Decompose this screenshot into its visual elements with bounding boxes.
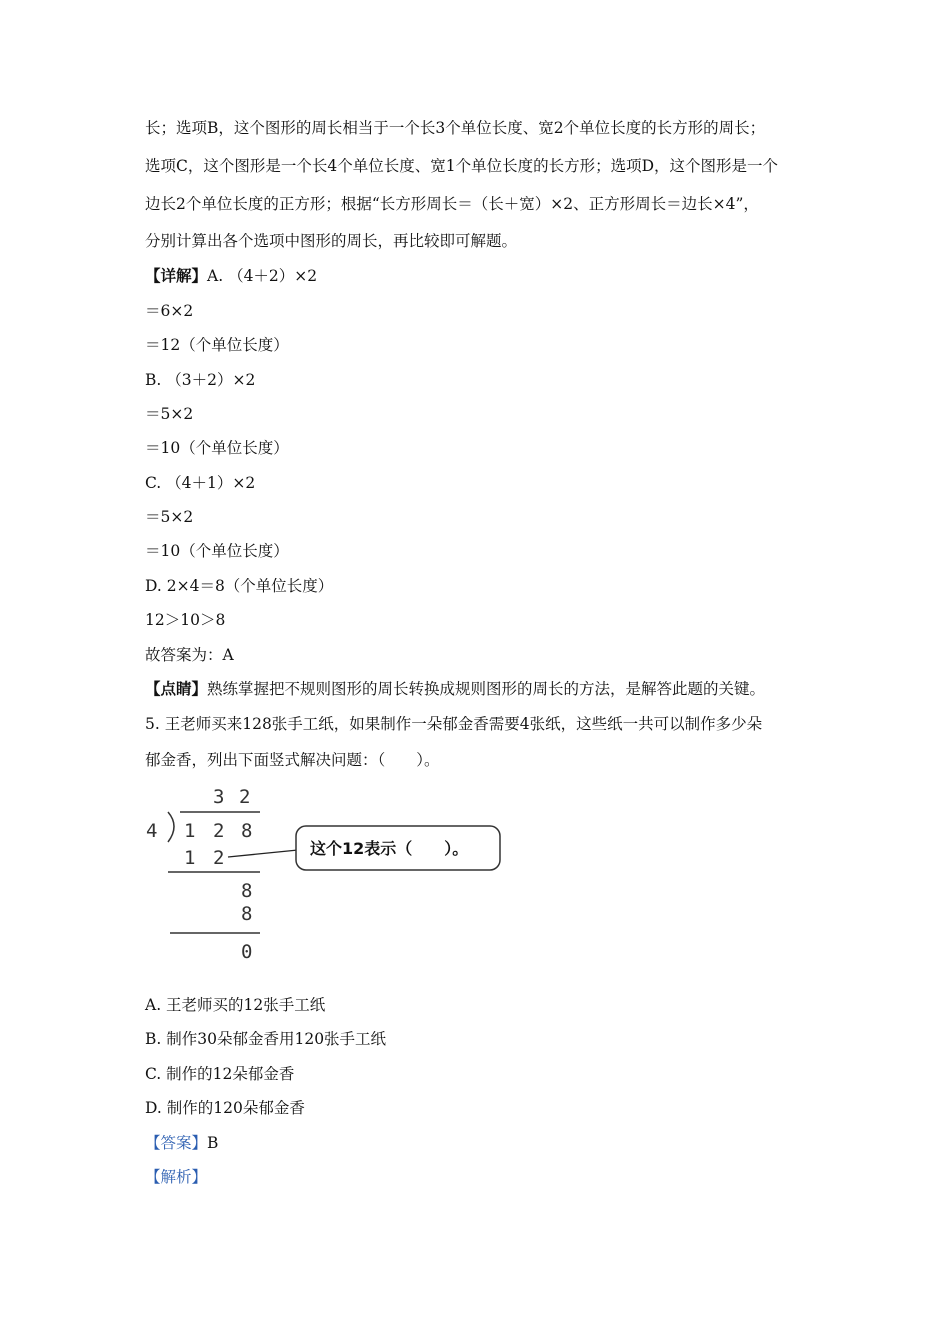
- answer-line: [145, 1133, 218, 1153]
- detail-tag: 【详解】: [145, 266, 208, 285]
- partial-product-digit: 8: [241, 903, 253, 925]
- detail-first-text: A. （4＋2）×2: [207, 267, 318, 285]
- detail-line: ＝10（个单位长度）: [145, 542, 289, 560]
- analysis-line-2: 选项C，这个图形是一个长4个单位长度、宽1个单位长度的长方形；选项D，这个图形是一个: [145, 157, 779, 175]
- comment-line: [145, 679, 765, 699]
- analysis-line-4: 分别计算出各个选项中图形的周长，再比较即可解题。: [145, 232, 518, 250]
- detail-line: D. 2×4＝8（个单位长度）: [145, 577, 334, 595]
- detail-first-line: [145, 266, 317, 286]
- detail-line: 12＞10＞8: [145, 611, 226, 629]
- comment-tag: 【点睛】: [145, 679, 208, 698]
- partial-product-digit: 1: [184, 847, 196, 869]
- answer-value: B: [207, 1134, 219, 1152]
- quotient-digit: 3: [213, 786, 225, 808]
- option-b: B. 制作30朵郁金香用120张手工纸: [145, 1030, 387, 1048]
- detail-line: ＝12（个单位长度）: [145, 336, 289, 354]
- analysis-line-1: 长；选项B，这个图形的周长相当于一个长3个单位长度、宽2个单位长度的长方形的周长；: [145, 119, 766, 137]
- detail-line: ＝5×2: [145, 508, 194, 526]
- quotient-digit: 2: [239, 786, 251, 808]
- analysis-line-3: 边长2个单位长度的正方形；根据“长方形周长＝（长＋宽）×2、正方形周长＝边长×4”，: [145, 195, 759, 213]
- detail-line: C. （4＋1）×2: [145, 474, 256, 492]
- callout-pointer: [228, 850, 298, 857]
- long-division-figure: [140, 780, 520, 970]
- question-line-1: 5. 王老师买来128张手工纸，如果制作一朵郁金香需要4张纸，这些纸一共可以制作多少朵: [145, 715, 763, 733]
- option-d: D. 制作的120朵郁金香: [145, 1099, 305, 1117]
- partial-product-digit: 2: [213, 847, 225, 869]
- option-a: A. 王老师买的12张手工纸: [145, 996, 326, 1014]
- option-c: C. 制作的12朵郁金香: [145, 1065, 295, 1083]
- detail-line: ＝6×2: [145, 302, 194, 320]
- divisor: 4: [146, 820, 158, 842]
- comment-text: 熟练掌握把不规则图形的周长转换成规则图形的周长的方法，是解答此题的关键。: [207, 680, 766, 698]
- detail-line: ＝10（个单位长度）: [145, 439, 289, 457]
- dividend-digit: 8: [241, 820, 253, 842]
- detail-line: 故答案为：A: [145, 646, 234, 664]
- final-remainder: 0: [241, 941, 253, 963]
- division-bracket: [168, 812, 174, 842]
- remainder-digit: 8: [241, 880, 253, 902]
- analysis-tag: 【解析】: [145, 1168, 208, 1186]
- answer-tag: 【答案】: [145, 1134, 208, 1152]
- callout-text: 这个12表示（ ）。: [310, 839, 469, 858]
- detail-line: B. （3＋2）×2: [145, 371, 256, 389]
- question-line-2: 郁金香，列出下面竖式解决问题：（ ）。: [145, 751, 440, 769]
- dividend-digit: 1: [184, 820, 196, 842]
- dividend-digit: 2: [213, 820, 225, 842]
- detail-line: ＝5×2: [145, 405, 194, 423]
